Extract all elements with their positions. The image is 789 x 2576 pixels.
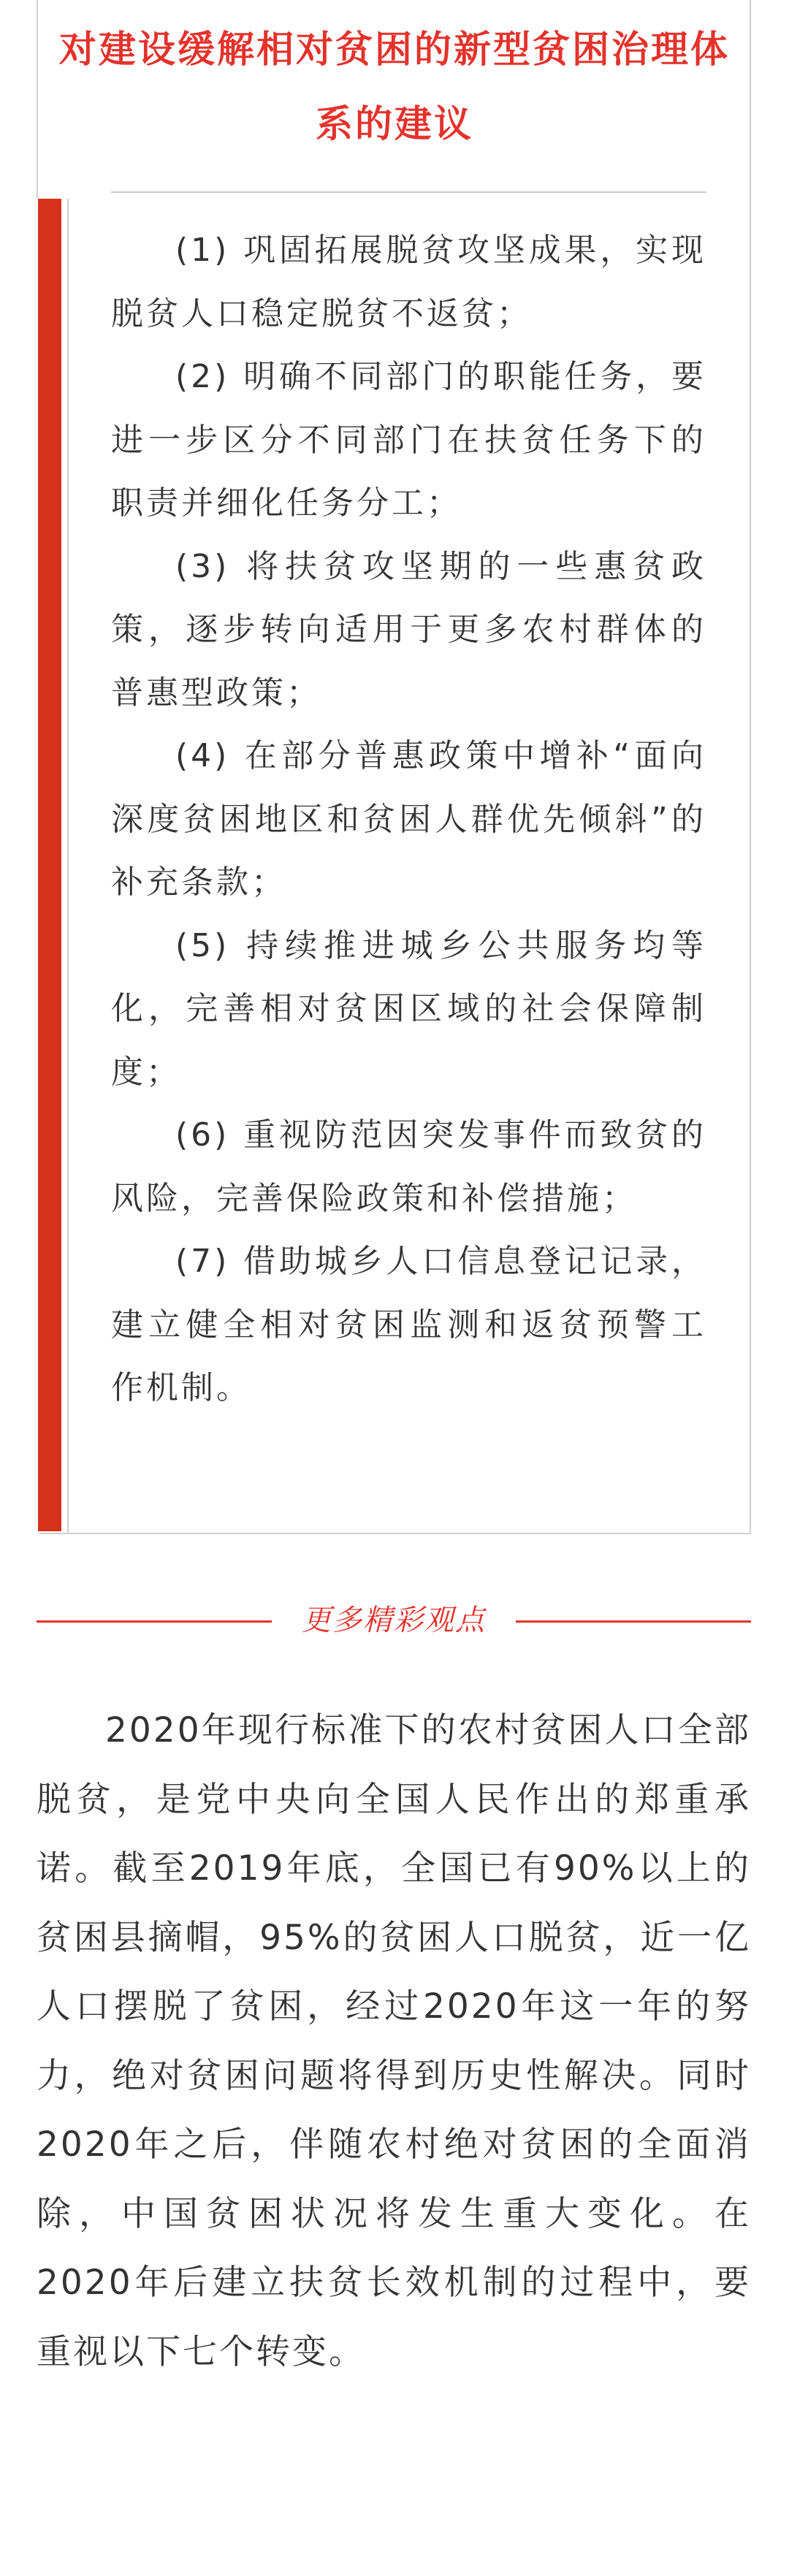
recommendation-item: (5) 持续推进城乡公共服务均等化，完善相对贫困区域的社会保障制度；	[111, 926, 706, 1091]
recommendation-item: (6) 重视防范因突发事件而致贫的风险，完善保险政策和补偿措施；	[111, 1116, 706, 1217]
divider-line-right	[516, 1620, 751, 1623]
accent-bar	[38, 199, 61, 1531]
body-paragraph: 2020年现行标准下的农村贫困人口全部脱贫，是党中央向全国人民作出的郑重承诺。截至2019年底，全国已有90%以上的贫困县摘帽，95%的贫困人口脱贫，近一亿人口摆脱了贫困，经过2020年这一年的努力，绝对贫困问题将得到历史性解决。同时2020年之后，伴随农村绝对贫困的全面消除，中国贫困状况将发生重大变化。在2020年后建立扶贫长效机制的过程中，要重视以下七个转变。	[37, 1710, 751, 2372]
recommendation-list	[111, 219, 706, 1420]
recommendation-item: (4) 在部分普惠政策中增补“面向深度贫困地区和贫困人群优先倾斜”的补充条款；	[111, 737, 706, 901]
more-insights-divider	[37, 1600, 751, 1641]
recommendation-item: (3) 将扶贫攻坚期的一些惠贫政策，逐步转向适用于更多农村群体的普惠型政策；	[111, 547, 706, 712]
more-insights-label: 更多精彩观点	[302, 1604, 486, 1637]
card-title: 对建设缓解相对贫困的新型贫困治理体系的建议	[58, 28, 730, 146]
recommendation-item: (1) 巩固拓展脱贫攻坚成果，实现脱贫人口稳定脱贫不返贫；	[111, 232, 706, 332]
divider-line-left	[37, 1620, 272, 1623]
recommendation-item: (2) 明确不同部门的职能任务，要进一步区分不同部门在扶贫任务下的职责并细化任务分工；	[111, 358, 706, 522]
recommendation-item: (7) 借助城乡人口信息登记记录，建立健全相对贫困监测和返贫预警工作机制。	[111, 1243, 706, 1406]
title-divider	[111, 191, 706, 193]
card-inner-border	[67, 199, 69, 1534]
